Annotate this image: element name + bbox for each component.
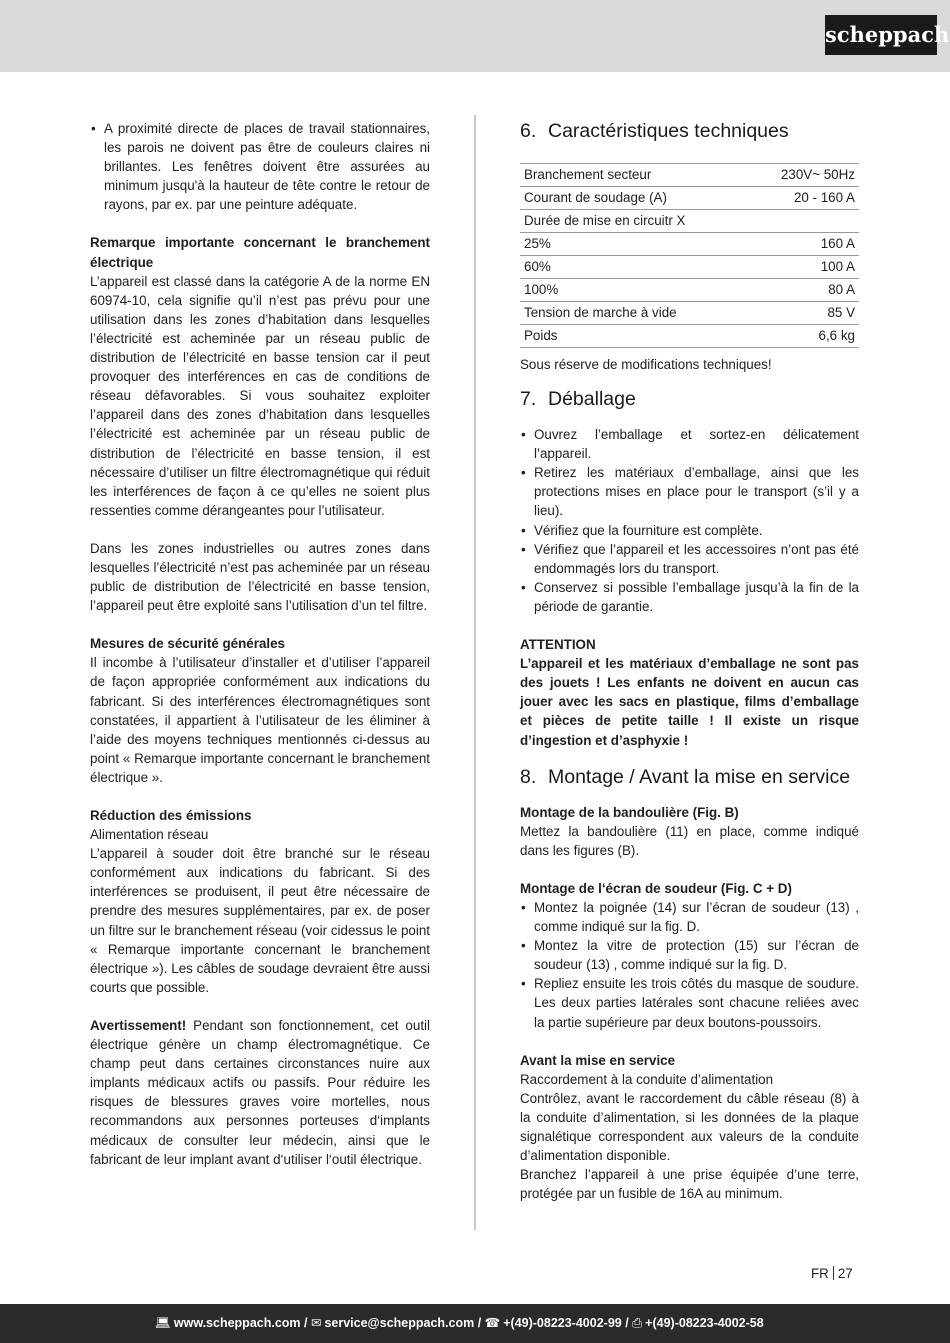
brand-logo: scheppach (825, 15, 937, 55)
warning-label: Avertissement! (90, 1017, 187, 1033)
list-item: • Ouvrez l’emballage et sortez-en délicatement l’appareil. (520, 425, 859, 463)
footer-fax: +(49)-08223-4002-58 (645, 1316, 764, 1330)
table-row (520, 187, 859, 210)
ecran-heading: Montage de l‘écran de soudeur (Fig. C + D) (520, 880, 792, 896)
spec-label: Branchement secteur (520, 164, 748, 187)
phone-icon: ☎︎ (484, 1316, 501, 1330)
mesures-paragraph: Il incombe à l’utilisateur d’installer et d’utiliser l’appareil de façon appropriée conformément aux indications du fabricant. Si des interférences électromagnétiques sont constatées, il appartient à l’utilisateur de les éliminer à l’aide des moyens techniques mentionnés ci-dessus au point « Remarque importante concernant le branchement électrique ». (90, 655, 430, 785)
footer-website[interactable]: www.scheppach.com / (173, 1316, 308, 1330)
page-number: FR 27 (811, 1266, 853, 1281)
attention-paragraph: L’appareil et les matériaux d’emballage ne sont pas des jouets ! Les enfants ne doivent en aucun cas jouer avec les sacs en plastique, films d’emballage et pièces de petite taille ! Il existe un risque d’ingestion et d’asphyxie ! (520, 656, 859, 748)
avant-paragraph: Contrôlez, avant le raccordement du câble réseau (8) à la conduite d’alimentation, si les données de la plaque signalétique correspondent aux valeurs de la conduite d’alimentation disponible. (520, 1090, 859, 1164)
spec-label: 100% (520, 279, 748, 302)
spec-label: Durée de mise en circuitr X (520, 210, 748, 233)
section-8-heading: 8. Montage / Avant la mise en service (520, 765, 851, 788)
footer-bar (0, 1304, 950, 1343)
spec-value: 6,6 kg (748, 325, 859, 348)
unpacking-list (520, 425, 859, 616)
list-item: • Retirez les matériaux d’emballage, ainsi que les protections mises en place pour le transport (s’il y a lieu). (520, 463, 859, 520)
attention-heading: ATTENTION (520, 637, 596, 653)
list-item: • Conservez si possible l’emballage jusqu’à la fin de la période de garantie. (520, 578, 859, 616)
bandouliere-paragraph: Mettez la bandoulière (11) en place, comme indiqué dans les figures (B). (520, 823, 859, 858)
remarque-paragraph: L’appareil est classé dans la catégorie A de la norme EN 60974-10, cela signifie qu’il n’est pas prévu pour une utilisation dans les zones d’habitation dans lesquelles l’électricité est acheminée par un réseau public de distribution de l’électricité en basse tension car il peut provoquer des interférences en cas de conditions de réseau défavorables. Si vous souhaitez exploiter l’appareil dans des zones d’habitation dans lesquelles l’électricité est acheminée par un réseau public de distribution de l’électricité en basse tension, il est nécessaire d’utiliser un filtre électromagnétique qui réduit les interférences de façon à ce qu’elles ne soient plus ressenties comme dérangeantes pour l’utilisateur. (90, 273, 430, 518)
spec-label: 25% (520, 233, 748, 256)
avant-paragraph-2: Branchez l’appareil à une prise équipée d’une terre, protégée par un fusible de 16A au minimum. (520, 1167, 859, 1202)
section-6-heading: 6. Caractéristiques techniques (520, 120, 789, 142)
reduction-paragraph: L’appareil à souder doit être branché sur le réseau conformément aux indications du fabricant. Si des interférences se produisent, il peut être nécessaire de prendre des mesures supplémentaires, par ex. de poser un filtre sur le branchement réseau (voir cidessus le point « Remarque importante concernant le branchement électrique »). Les câbles de soudage devraient être aussi courts que possible. (90, 846, 430, 995)
specs-note: Sous réserve de modifications techniques! (520, 357, 772, 372)
column-divider (474, 115, 476, 1230)
table-row (520, 164, 859, 187)
right-column (520, 119, 859, 1203)
remarque-heading: Remarque importante concernant le branchement électrique (90, 235, 430, 270)
warning-paragraph (90, 1016, 430, 1169)
spec-value: 230V~ 50Hz (748, 164, 859, 187)
table-row (520, 302, 859, 325)
fax-icon: ⎙ (632, 1316, 643, 1330)
reduction-heading: Réduction des émissions (90, 808, 252, 823)
list-item: • Repliez ensuite les trois côtés du masque de soudure. Les deux parties latérales sont chacune reliées avec la partie supérieure par deux boutons-poussoirs. (520, 974, 859, 1031)
list-item: • A proximité directe de places de travail stationnaires, les parois ne doivent pas être de couleurs claires ni brillantes. Les fenêtres doivent être assurées au minimum jusqu'à la hauteur de tête contre le retour de rayons, par ex. par une peinture adéquate. (90, 119, 430, 214)
table-row (520, 210, 859, 233)
spec-value: 100 A (748, 256, 859, 279)
computer-icon: 💻︎ (155, 1316, 171, 1330)
footer-phone: +(49)-08223-4002-99 / (503, 1316, 629, 1330)
bullet-list (90, 119, 430, 214)
spec-value: 20 - 160 A (748, 187, 859, 210)
footer-email[interactable]: service@scheppach.com / (324, 1316, 482, 1330)
spec-value: 80 A (748, 279, 859, 302)
avant-subheading: Raccordement à la conduite d’alimentation (520, 1071, 774, 1087)
header-bar (0, 0, 950, 72)
bandouliere-heading: Montage de la bandoulière (Fig. B) (520, 804, 739, 820)
spec-label: Tension de marche à vide (520, 302, 748, 325)
section-7-heading: 7. Déballage (520, 388, 636, 411)
spec-value: 160 A (748, 233, 859, 256)
warning-text: Pendant son fonctionnement, cet outil électrique génère un champ électromagnétique. Ce champ peut dans certaines circonstances nuire aux implants médicaux actifs ou passifs. Pour réduire les risques de blessures graves voire mortelles, nous recommandons aux personnes porteuses d‘implants médicaux de consulter leur médecin, ainsi que le fabricant de leur implant avant d‘utiliser l‘outil électrique. (90, 1017, 430, 1167)
table-row (520, 279, 859, 302)
list-item: • Vérifiez que la fourniture est complète. (520, 521, 859, 540)
table-row (520, 256, 859, 279)
avant-heading: Avant la mise en service (520, 1052, 676, 1068)
table-row (520, 233, 859, 256)
list-item: • Vérifiez que l’appareil et les accessoires n’ont pas été endommagés lors du transport. (520, 540, 859, 578)
ecran-list (520, 898, 859, 1032)
list-item: • Montez la vitre de protection (15) sur l’écran de soudeur (13) , comme indiqué sur la fig. D. (520, 936, 859, 974)
spec-value (748, 210, 859, 233)
spec-label: Poids (520, 325, 748, 348)
list-item: • Montez la poignée (14) sur l’écran de soudeur (13) , comme indiqué sur la fig. D. (520, 898, 859, 936)
table-row (520, 325, 859, 348)
left-column (90, 119, 430, 1169)
remarque-paragraph-2: Dans les zones industrielles ou autres zones dans lesquelles l’électricité n’est pas acheminée par un réseau public de distribution de l’électricité en basse tension, l’appareil peut être exploité sans l’utilisation d’un tel filtre. (90, 540, 430, 614)
spec-label: Courant de soudage (A) (520, 187, 748, 210)
email-icon: ✉︎ (310, 1316, 322, 1330)
spec-label: 60% (520, 256, 748, 279)
reduction-subheading: Alimentation réseau (90, 827, 209, 843)
mesures-heading: Mesures de sécurité générales (90, 636, 286, 652)
specs-table (520, 163, 859, 348)
spec-value: 85 V (748, 302, 859, 325)
